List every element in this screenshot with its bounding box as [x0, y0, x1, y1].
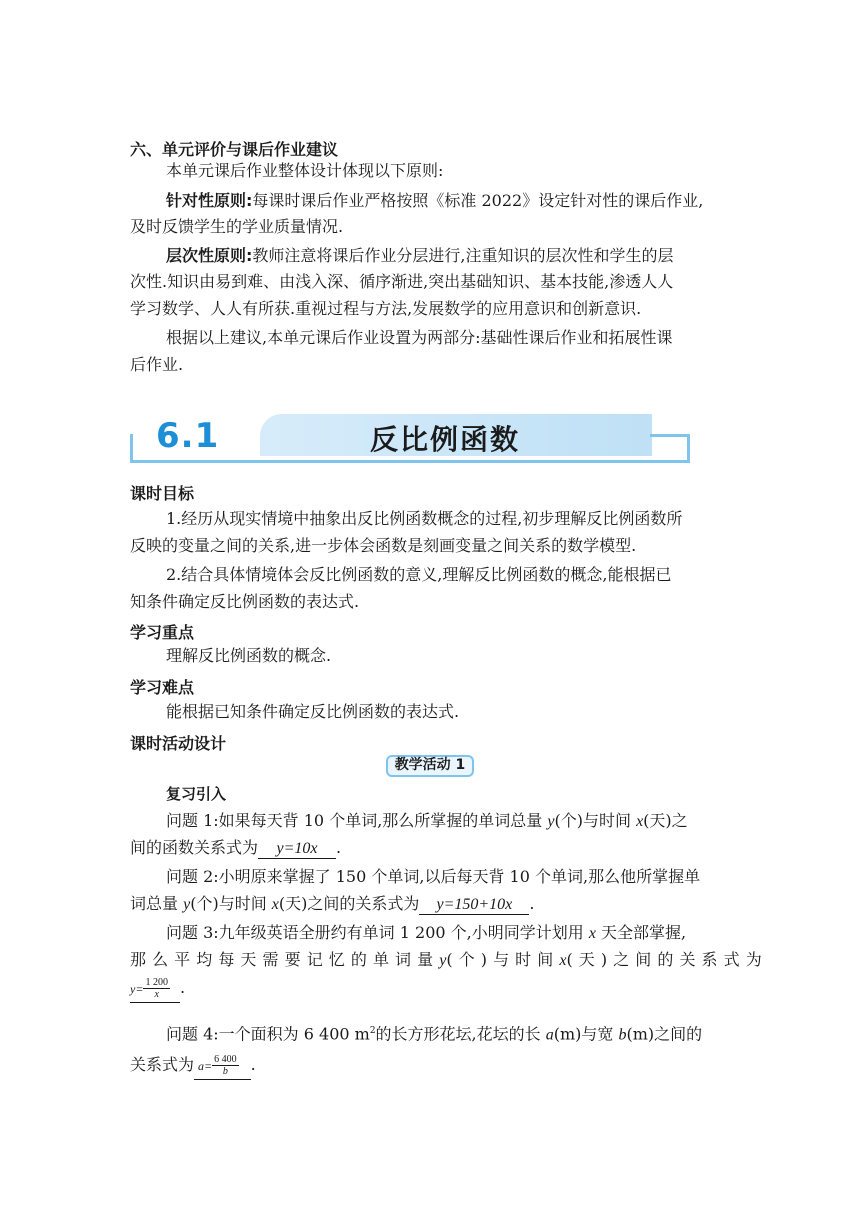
difficulty-heading: 学习难点	[130, 678, 195, 697]
q4-end: .	[250, 1055, 256, 1074]
q4-answer	[194, 1052, 251, 1080]
q4-var-a: a	[545, 1026, 554, 1044]
question-2-line-1: 问题 2:小明原来掌握了 150 个单词,以后每天背 10 个单词,那么他所掌握单	[166, 867, 701, 886]
q1-text-c: (天)之	[643, 811, 688, 830]
q1-text-a: 问题 1:如果每天背 10 个单词,那么所掌握的单词总量	[166, 811, 548, 830]
banner-corner	[650, 434, 690, 463]
q4-text-b: 的长方形花坛,花坛的长	[375, 1024, 546, 1044]
q3-var-x: x	[588, 925, 596, 942]
goal-2-line-1: 2.结合具体情境体会反比例函数的意义,理解反比例函数的概念,能根据已	[166, 565, 672, 584]
section-intro: 本单元课后作业整体设计体现以下原则:	[166, 161, 444, 180]
q2-text-b: (个)与时间	[190, 894, 272, 913]
chapter-title: 反比例函数	[370, 423, 521, 456]
principle-layered-text: 教师注意将课后作业分层进行,注重知识的层次性和学生的层	[252, 246, 674, 265]
q1-var-y: y	[547, 813, 555, 830]
goal-1-line-1: 1.经历从现实情境中抽象出反比例函数概念的过程,初步理解反比例函数所	[166, 509, 683, 528]
q2-end: .	[529, 894, 535, 913]
question-3-line-3	[130, 975, 185, 1003]
q1-end: .	[336, 838, 342, 857]
q3-answer-fraction	[143, 977, 170, 1000]
question-4-line-2	[130, 1052, 256, 1080]
question-4-line-1	[166, 1020, 702, 1046]
principle-targeted-line-1	[166, 190, 703, 212]
q2-text-a: 词总量	[130, 894, 184, 913]
principle-layered-line-2: 次性.知识由易到难、由浅入深、循序渐进,突出基础知识、基本技能,渗透人人	[130, 272, 674, 291]
summary-line-2: 后作业.	[130, 355, 184, 374]
q3-text-c: 那 么 平 均 每 天 需 要 记 忆 的 单 词 量	[130, 950, 440, 969]
q3-text-d: ( 个 ) 与 时 间	[446, 950, 560, 969]
q4-answer-fraction	[212, 1054, 239, 1077]
key-point-heading: 学习重点	[130, 623, 195, 642]
q3-text-e: ( 天 ) 之 间 的 关 系 式 为	[566, 950, 762, 969]
principle-targeted-line-2: 及时反馈学生的学业质量情况.	[130, 217, 344, 236]
q4-answer-lhs: a=	[198, 1059, 213, 1073]
q3-answer-denominator: x	[154, 989, 159, 1000]
q4-text-d: (m)之间的	[626, 1024, 703, 1044]
q4-var-b: b	[618, 1026, 627, 1044]
chapter-number: 6.1	[156, 416, 220, 456]
banner-left-cap	[130, 434, 133, 463]
goal-2-line-2: 知条件确定反比例函数的表达式.	[130, 592, 360, 611]
summary-line-1: 根据以上建议,本单元课后作业设置为两部分:基础性课后作业和拓展性课	[166, 328, 673, 347]
q3-text-b: 天全部掌握,	[595, 923, 687, 942]
q3-answer	[130, 975, 180, 1003]
q3-answer-lhs: y=	[130, 982, 144, 996]
goal-1-line-2: 反映的变量之间的关系,进一步体会函数是刻画变量之间关系的数学模型.	[130, 536, 637, 555]
q2-var-y: y	[183, 896, 191, 913]
q4-answer-denominator: b	[222, 1066, 228, 1077]
q4-text-c: (m)与宽	[553, 1024, 619, 1044]
q1-answer: y=10x	[258, 840, 336, 859]
activity-badge: 教学活动 1	[394, 757, 466, 773]
question-3-line-2	[130, 949, 762, 972]
banner-underline	[130, 460, 690, 463]
question-3-line-1	[166, 922, 686, 945]
review-heading: 复习引入	[166, 785, 227, 803]
chapter-banner	[130, 410, 690, 466]
q4-text-a: 问题 4:一个面积为 6 400 m	[166, 1024, 370, 1044]
activity-design-heading: 课时活动设计	[130, 734, 227, 753]
goals-heading: 课时目标	[130, 484, 195, 503]
q2-var-x: x	[271, 896, 279, 913]
q3-var-y: y	[439, 952, 447, 969]
q3-end: .	[179, 978, 186, 997]
difficulty-text: 能根据已知条件确定反比例函数的表达式.	[166, 702, 460, 721]
question-1-line-1	[166, 810, 688, 833]
q1-var-x: x	[636, 813, 644, 830]
q2-text-c: (天)之间的关系式为	[278, 894, 420, 913]
principle-layered-line-1	[166, 245, 674, 267]
q3-var-x2: x	[559, 952, 567, 969]
question-1-line-2	[130, 837, 341, 859]
key-point-text: 理解反比例函数的概念.	[166, 646, 332, 665]
q3-answer-numerator: 1 200	[145, 977, 168, 988]
principle-targeted-label: 针对性原则:	[166, 191, 253, 210]
q4-answer-numerator: 6 400	[214, 1054, 237, 1065]
q3-text-a: 问题 3:九年级英语全册约有单词 1 200 个,小明同学计划用	[166, 923, 589, 942]
q4-superscript: 2	[369, 1026, 376, 1036]
q1-text-b: (个)与时间	[554, 811, 637, 830]
question-2-line-2	[130, 893, 534, 916]
q2-answer: y=150+10x	[419, 896, 529, 915]
q1-text-d: 间的函数关系式为	[130, 838, 259, 857]
principle-targeted-text: 每课时课后作业严格按照《标准 2022》设定针对性的课后作业,	[252, 191, 704, 210]
section-heading: 六、单元评价与课后作业建议	[130, 140, 339, 159]
principle-layered-label: 层次性原则:	[166, 246, 253, 265]
principle-layered-line-3: 学习数学、人人有所获.重视过程与方法,发展数学的应用意识和创新意识.	[130, 299, 642, 318]
q4-text-e: 关系式为	[130, 1055, 195, 1074]
